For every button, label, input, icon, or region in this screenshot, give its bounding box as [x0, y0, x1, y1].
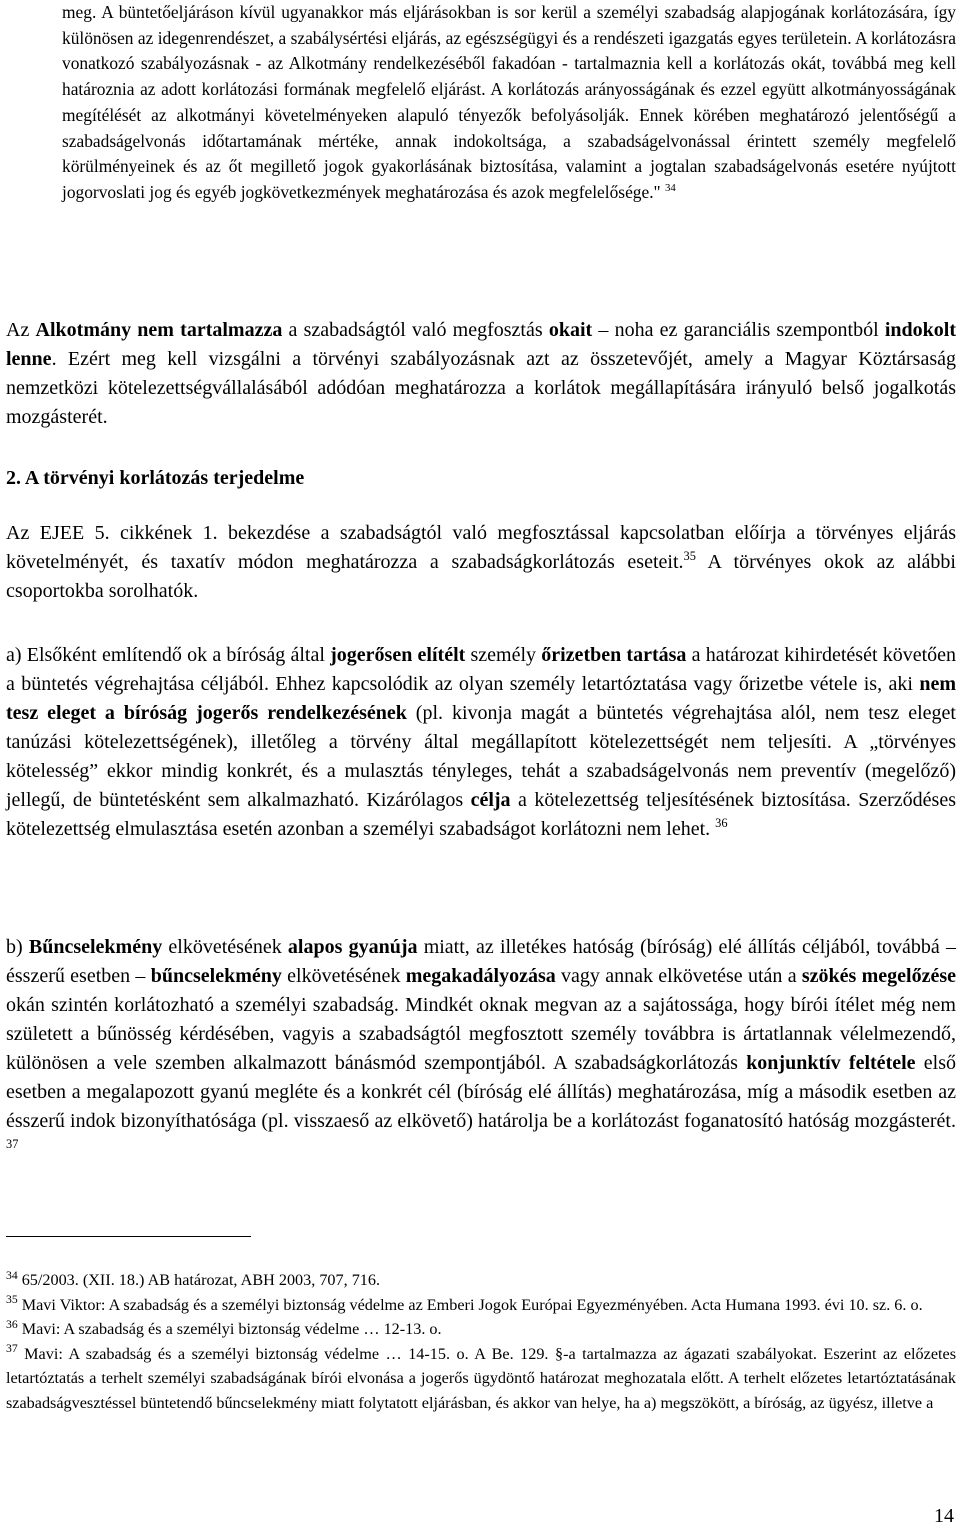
text-run: elkövetésének [281, 965, 406, 987]
footnote-text: 65/2003. (XII. 18.) AB határozat, ABH 2003, 707, 716. [17, 1271, 381, 1289]
text-run: A törvényes okok az alábbi csoportokba sorolhatók. [6, 551, 956, 602]
footnote-35 [6, 1293, 956, 1318]
text-run: (pl. kivonja magát a büntetés végrehajtása alól, nem tesz eleget tanúzási kötelezettségének), illetőleg a törvény által megállapított kötelezettségét nem teljesíti. A „törvényes kötelesség” ekkor mindig konkrét, és a mulasztás tényleges, tehát a szabadságelvonás nem preventív (megelőző) jellegű, de büntetésként sem alkalmazható. Kizárólagos [6, 702, 956, 811]
text-run: Az [6, 319, 36, 341]
paragraph-a [6, 641, 956, 844]
footnote-separator [6, 1236, 251, 1237]
footnote-ref-34[interactable]: 34 [665, 182, 676, 195]
text-run: elkövetésének [162, 936, 288, 958]
footnote-text: Mavi: A szabadság és a személyi biztonság védelme … 12-13. o. [17, 1320, 442, 1339]
text-run: a kötelezettség teljesítésének biztosítása. Szerződéses kötelezettség elmulasztása esetén azonban a személyi szabadságot korlátozni nem lehet. [6, 789, 956, 840]
bold-run: konjunktív feltétele [746, 1052, 916, 1074]
text-run: b) [6, 936, 29, 958]
bold-run: szökés megelőzése [801, 965, 957, 987]
text-run: Az EJEE 5. cikkének 1. bekezdése a szabadságtól való megfosztással kapcsolatban előírja a törvényes eljárás követelményét, és taxatív módon meghatározza a szabadságkorlátozás eseteit. [6, 522, 956, 573]
bold-run: megakadályozása [405, 965, 556, 987]
quoted-passage [62, 0, 956, 206]
text-run: a határozat kihirdetését követően a büntetés végrehajtása céljából. Ehhez kapcsolódik az olyan személy letartóztatása vagy őrizetbe vétele is, aki [6, 644, 957, 695]
text-run: a) Elsőként említendő ok a bíróság által [6, 644, 331, 666]
footnote-text: Mavi Viktor: A szabadság és a személyi biztonság védelme az Emberi Jogok Európai Egyezményében. Acta Humana 1993. évi 10. sz. 6. o. [17, 1295, 923, 1314]
footnote-ref-37[interactable]: 37 [6, 1137, 19, 1152]
quote-sentence: meg. A büntetőeljáráson kívül ugyanakkor más eljárásokban is sor kerül a személyi szabadság alapjogának korlátozására, így különösen az idegenrendészet, a szabálysértési eljárás, az egészségügyi és a rendészeti igazgatás egyes területein. [62, 2, 956, 48]
footnote-text: Mavi: A szabadság és a személyi biztonság védelme … 14-15. o. A Be. 129. §-a tartalmazza az ágazati szabályokat. Eszerint az előzetes letartóztatás a terhelt személyi szabadságának bírói elvonása a jogerős ügydöntő határozat meghozatala előtt. A terhelt előzetes letartóztatásának szabadságvesztéssel büntetendő bűncselekmény miatt folytatott eljárásban, és akkor van helye, ha a) megszökött, a bíróság, az ügyész, illetve a [6, 1344, 956, 1412]
text-run: . Ezért meg kell vizsgálni a törvényi szabályozásnak azt az összetevőjét, amely a Magyar Köztársaság nemzetközi kötelezettségvállalásából adódóan meghatározza a korlátok megállapítására irányuló belső jogalkotás mozgásterét. [6, 348, 956, 428]
quote-sentence: A korlátozás arányosságának és ezzel együtt alkotmányosságának megítélését az alkotmányi követelményeken alapuló tényezők befolyásolják. [62, 79, 956, 125]
paragraph-b [6, 933, 956, 1165]
bold-run: őrizetben tartása [541, 644, 687, 666]
paragraph-constitution [6, 316, 956, 432]
bold-run: nem tesz eleget a bíróság jogerős rendelkezésének [6, 673, 956, 724]
text-run: miatt, az illetékes hatóság (bíróság) elé állítás céljából, továbbá – ésszerű esetben – [6, 936, 956, 987]
text-run: első esetben a megalapozott gyanú megléte és a konkrét cél (bíróság elé állítás) meghatározása, míg a második esetben az ésszerű indok bizonyíthatósága (pl. visszaeső az elkövető) határolja be a korlátozást foganatosító hatóság mozgásterét. [6, 1052, 957, 1132]
footnote-34 [6, 1268, 956, 1293]
paragraph-ejee [6, 519, 956, 606]
page-number: 14 [934, 1505, 954, 1527]
text-run: okán szintén korlátozható a személyi szabadság. Mindkét oknak megvan az a sajátossága, hogy bírói ítélet még nem született a bűnösség kérdésében, vagyis a szabadságtól megfosztott személy továbbra is ártatlannak vélelmezendő, különösen a vele szemben alkalmazott bánásmód szempontjából. A szabadságkorlátozás [6, 994, 956, 1074]
footnote-number: 34 [6, 1268, 18, 1282]
footnote-number: 35 [6, 1293, 18, 1307]
footnote-36 [6, 1317, 956, 1342]
footnote-number: 36 [6, 1317, 18, 1331]
bold-run: Alkotmány nem tartalmazza [35, 319, 283, 341]
bold-run: célja [470, 789, 511, 811]
footnote-ref-35[interactable]: 35 [683, 549, 696, 564]
text-run: személy [465, 644, 542, 666]
footnote-number: 37 [6, 1342, 18, 1356]
bold-run: alapos gyanúja [287, 936, 418, 958]
bold-run: bűncselekmény [150, 965, 282, 987]
section-heading: 2. A törvényi korlátozás terjedelme [6, 467, 305, 489]
bold-run: indokolt lenne [6, 319, 956, 370]
footnote-ref-36[interactable]: 36 [715, 816, 728, 831]
quote-sentence: Ennek körében meghatározó jelentőségű a szabadságelvonás időtartamának mértéke, annak indokoltsága, a szabadságelvonással érintett személy megfelelő körülményeinek és az őt megillető jogok gyakorlásának biztosítása, valamint a jogtalan szabadságelvonás esetére nyújtott jogorvoslati jog és egyéb jogkövetkezmények meghatározása és azok megfelelősége." [62, 104, 956, 202]
text-run: – noha ez garanciális szempontból [592, 319, 885, 341]
footnote-37 [6, 1342, 956, 1416]
footnotes [6, 1268, 956, 1416]
text-run: a szabadságtól való megfosztás [282, 319, 549, 341]
text-run: vagy annak elkövetése után a [555, 965, 802, 987]
quote-sentence: A korlátozásra vonatkozó szabályozásnak - az Alkotmány rendelkezéséből fakadóan - tartalmaznia kell a korlátozás okát, továbbá meg kell határoznia az adott korlátozási formának megfelelő eljárást. [62, 27, 956, 100]
bold-run: okait [548, 319, 593, 341]
bold-run: jogerősen elítélt [330, 644, 466, 666]
bold-run: Bűncselekmény [28, 936, 163, 958]
